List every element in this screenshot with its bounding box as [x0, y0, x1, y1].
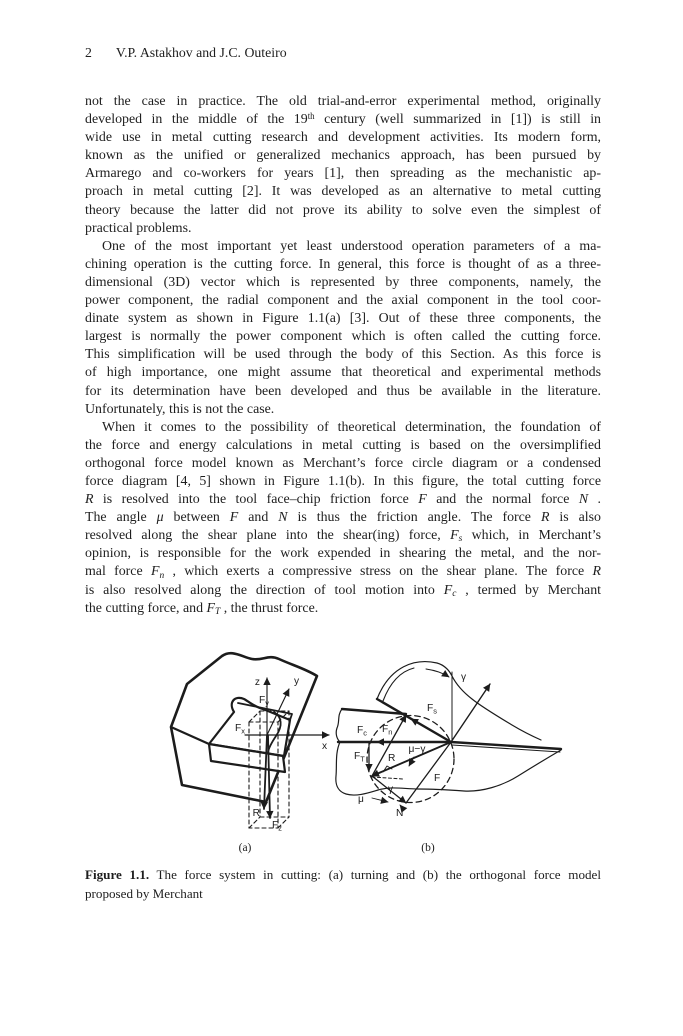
- text-line: practical problems.: [85, 220, 192, 236]
- text-line: resolved along the shear plane into the shear(ing) force, Fs which, in Merchant’s: [85, 528, 601, 545]
- text-line: opinion, is responsible for the work expended in shearing the metal, and the nor-: [85, 546, 601, 562]
- caption-line-1: [85, 866, 601, 885]
- panel-a-tag: (a): [238, 842, 252, 854]
- text-line: Armarego and co-workers for years [1], then spreading as the mechanistic ap-: [85, 166, 601, 182]
- label-force-fs: $F_s$: [427, 703, 437, 716]
- label-force-f: F: [434, 773, 441, 784]
- label-force-r: R: [252, 808, 260, 819]
- text-line: One of the most important yet least understood operation parameters of a ma-: [102, 238, 601, 254]
- running-title: V.P. Astakhov and J.C. Outeiro: [115, 45, 287, 60]
- page-number: 2: [85, 45, 92, 60]
- label-rake-angle-gamma: γ: [461, 672, 467, 683]
- rake-face-line: [451, 684, 490, 742]
- text-line: dinate system as shown in Figure 1.1(a) [3]. Out of these three components, the: [85, 311, 601, 327]
- text-line: theory because the latter did not prove its ability to solve even the simplest of: [85, 202, 601, 218]
- text-line: Unfortunately, this is not the case.: [85, 401, 275, 417]
- label-axis-z: z: [254, 677, 260, 688]
- label-force-ft: $F_T$: [354, 751, 365, 764]
- label-force-fn: $F_n$: [382, 724, 393, 737]
- workpiece-left-edge: [336, 709, 342, 742]
- text-line: This simplification will be used through the body of this Section. As this force is: [85, 347, 601, 363]
- mu-pointer-arrow: [372, 798, 388, 802]
- text-line: force diagram [4, 5] shown in Figure 1.1(b). In this figure, the total cutting force: [85, 473, 601, 489]
- text-line: known as the unified or generalized mechanics approach, has been pursued by: [85, 148, 601, 164]
- text-line: proach in metal cutting [2]. It was developed as an alternative to metal cutting: [85, 184, 601, 200]
- horizontal-dashed-reference: [372, 777, 403, 779]
- label-force-fy: $F_y$: [259, 695, 269, 708]
- text-line: The angle μ between F and N is thus the friction angle. The force R is also: [85, 510, 601, 526]
- text-line: R is resolved into the tool face–chip friction force F and the normal force N .: [85, 492, 601, 508]
- label-force-r: R: [388, 753, 396, 764]
- label-force-fz: $F_z$: [272, 820, 282, 833]
- label-angle-mu: μ: [358, 794, 364, 805]
- label-force-fc: $F_c$: [357, 725, 367, 738]
- rake-angle-arc: [426, 669, 449, 677]
- text-line: the force and energy calculations in metal cutting is based on the oversimplified: [85, 437, 601, 453]
- text-line: of high importance, one might assume that theoretical and experimental methods: [85, 365, 601, 381]
- label-axis-x: x: [322, 741, 328, 752]
- label-force-n: N: [396, 808, 404, 819]
- text-line: not the case in practice. The old trial-and-error experimental method, originally: [85, 94, 601, 109]
- panel-a-diagram: [171, 653, 329, 854]
- text-line: largest is normally the power component which is often called the cutting force.: [85, 329, 601, 345]
- caption-tag: Figure 1.1.: [85, 867, 150, 882]
- text-line: dimensional (3D) vector which is represented by three components, namely, the: [85, 274, 601, 290]
- label-angle-gamma-bottom: γ: [388, 784, 394, 795]
- fs-arrow: [411, 719, 421, 725]
- text-line: orthogonal force model known as Merchant’s force circle diagram or a condensed: [85, 455, 601, 471]
- text-line: the cutting force, and FT , the thrust force.: [85, 600, 319, 617]
- figure-1-1-diagram: [140, 646, 580, 858]
- text-line: wide use in metal cutting research and development activities. Its modern form,: [85, 130, 601, 146]
- panel-b-diagram: [336, 662, 561, 854]
- text-line: mal force Fn , which exerts a compressive stress on the shear plane. The force R: [85, 564, 601, 581]
- label-force-fx: $F_x$: [235, 723, 245, 736]
- body-text: [85, 93, 601, 618]
- page-header: [85, 45, 601, 61]
- text-line: developed in the middle of the 19th century (well summarized in [1]) is still in: [85, 111, 601, 128]
- chip-inner-line: [383, 668, 414, 701]
- label-angle-mu-minus-gamma: μ−γ: [408, 744, 426, 755]
- text-line: chining operation is the cutting force. In general, this force is thought of as a three-: [85, 256, 601, 272]
- label-axis-y: y: [294, 676, 300, 687]
- figure-1-1: [140, 646, 580, 858]
- text-line: for its determination have been developed and thus be available in the literature.: [85, 383, 601, 399]
- text-line: When it comes to the possibility of theoretical determination, the foundation of: [102, 419, 601, 435]
- caption-text: The force system in cutting: (a) turning and (b) the orthogonal force model: [149, 867, 601, 882]
- caption-line-2: proposed by Merchant: [85, 885, 203, 901]
- text-line: is also resolved along the direction of tool motion into Fc , termed by Merchant: [85, 582, 601, 599]
- figure-caption: [85, 866, 601, 903]
- text-line: power component, the radial component and the axial component in the tool coor-: [85, 293, 601, 309]
- panel-b-tag: (b): [421, 842, 435, 854]
- workpiece-step-edge: [171, 727, 209, 744]
